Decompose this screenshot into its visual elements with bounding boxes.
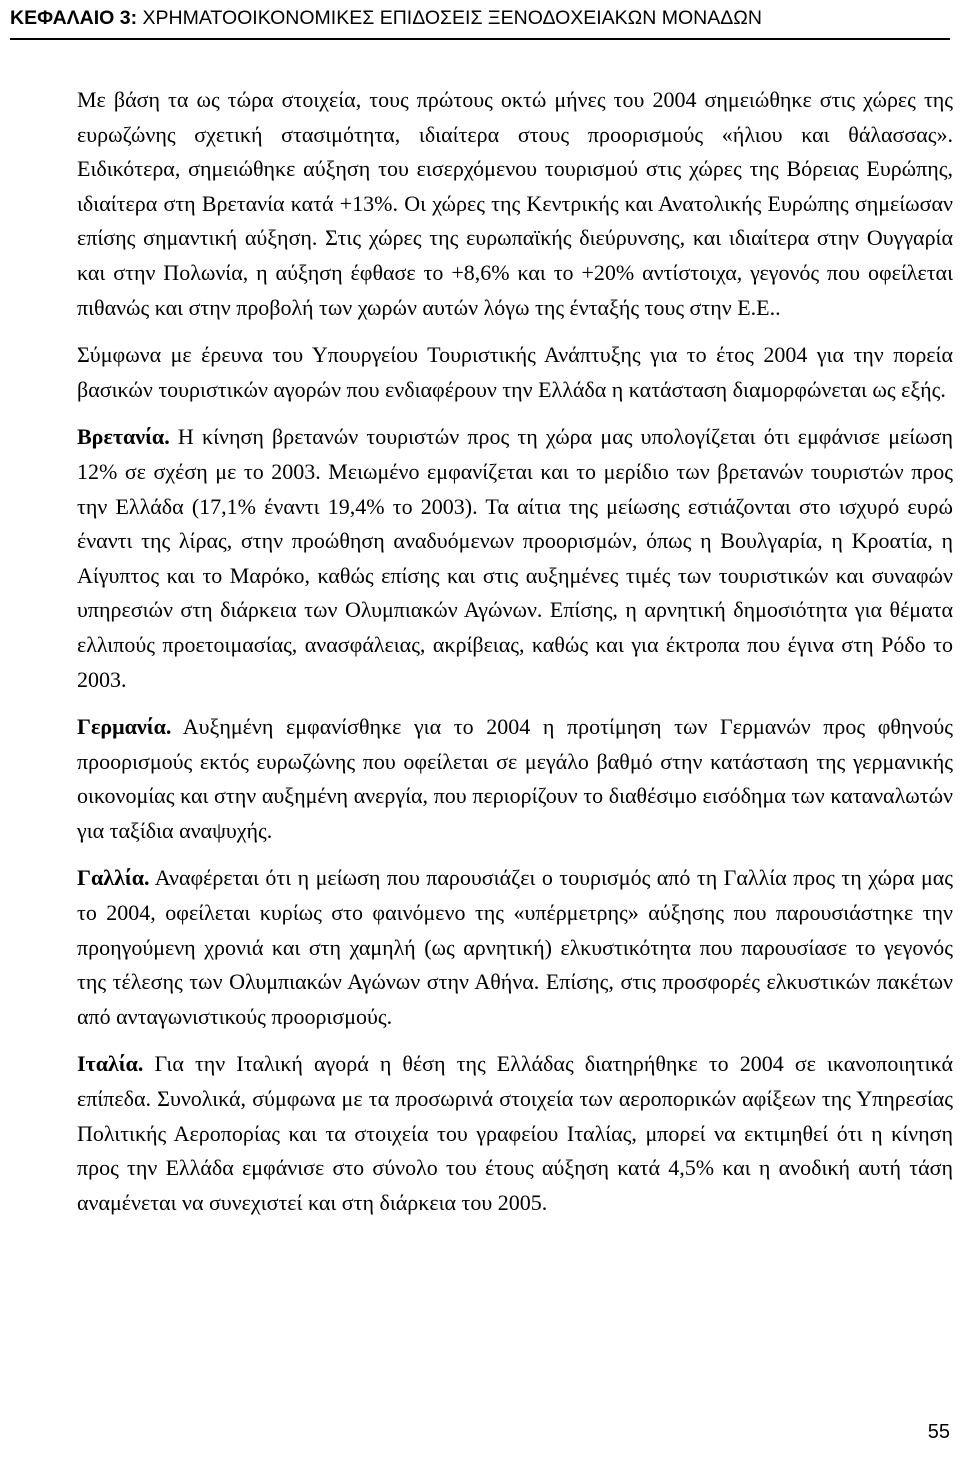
chapter-title: ΧΡΗΜΑΤΟΟΙΚΟΝΟΜΙΚΕΣ ΕΠΙΔΟΣΕΙΣ ΞΕΝΟΔΟΧΕΙΑΚΩΝ ΜΟΝΑΔΩΝ bbox=[137, 7, 762, 29]
country-heading: Γαλλία. bbox=[77, 865, 150, 891]
document-body bbox=[77, 83, 953, 1233]
paragraph-intro bbox=[77, 83, 953, 325]
chapter-number: ΚΕΦΑΛΑΙΟ 3: bbox=[10, 7, 138, 29]
header-divider bbox=[10, 38, 950, 40]
paragraph-text: Αναφέρεται ότι η μείωση που παρουσιάζει ο τουρισμός από τη Γαλλία προς τη χώρα μας το 2004, οφείλεται κυρίως στο φαινόμενο της «υπέρμετρης» αύξησης που παρουσιάστηκε την προηγούμενη χρονιά και στη χαμηλή (ως αρνητική) ελκυστικότητα που παρουσίασε το γεγονός της τέλεσης των Ολυμπιακών Αγώνων στην Αθήνα. Επίσης, στις προσφορές ελκυστικών πακέτων από ανταγωνιστικούς προορισμούς. bbox=[77, 865, 953, 1029]
page-number: 55 bbox=[927, 1421, 950, 1443]
paragraph-text: Η κίνηση βρετανών τουριστών προς τη χώρα μας υπολογίζεται ότι εμφάνισε μείωση 12% σε σχέση με το 2003. Μειωμένο εμφανίζεται και το μερίδιο των βρετανών τουριστών προς την Ελλάδα (17,1% έναντι 19,4% το 2003). Τα αίτια της μείωσης εστιάζονται στο ισχυρό ευρώ έναντι της λίρας, στην προώθηση αναδυόμενων προορισμών, όπως η Βουλγαρία, η Κροατία, η Αίγυπτος και το Μαρόκο, καθώς επίσης και στις αυξημένες τιμές των τουριστικών και συναφών υπηρεσιών στη διάρκεια των Ολυμπιακών Αγώνων. Επίσης, η αρνητική δημοσιότητα για θέματα ελλιπούς προετοιμασίας, ανασφάλειας, ακρίβειας, καθώς και για έκτροπα που έγινα στη Ρόδο το 2003. bbox=[77, 424, 953, 692]
paragraph-france bbox=[77, 861, 953, 1034]
paragraph-survey bbox=[77, 338, 953, 407]
country-heading: Βρετανία. bbox=[77, 424, 170, 450]
paragraph-text: Για την Ιταλική αγορά η θέση της Ελλάδας διατηρήθηκε το 2004 σε ικανοποιητικά επίπεδα. Συνολικά, σύμφωνα με τα προσωρινά στοιχεία των αεροπορικών αφίξεων της Υπηρεσίας Πολιτικής Αεροπορίας και τα στοιχεία του γραφείου Ιταλίας, μπορεί να εκτιμηθεί ότι η κίνηση προς την Ελλάδα εμφάνισε στο σύνολο του έτους αύξηση κατά 4,5% και η ανοδική αυτή τάση αναμένεται να συνεχιστεί και στη διάρκεια του 2005. bbox=[77, 1051, 953, 1215]
country-heading: Γερμανία. bbox=[77, 714, 172, 740]
paragraph-text: Αυξημένη εμφανίσθηκε για το 2004 η προτίμηση των Γερμανών προς φθηνούς προορισμούς εκτός ευρωζώνης που οφείλεται σε μεγάλο βαθμό στην κατάσταση της γερμανικής οικονομίας και στην αυξημένη ανεργία, που περιορίζουν το διαθέσιμο εισόδημα των καταναλωτών για ταξίδια αναψυχής. bbox=[77, 714, 953, 843]
paragraph-text: Σύμφωνα με έρευνα του Υπουργείου Τουριστικής Ανάπτυξης για το έτος 2004 για την πορεία βασικών τουριστικών αγορών που ενδιαφέρουν την Ελλάδα η κατάσταση διαμορφώνεται ως εξής. bbox=[77, 342, 953, 402]
chapter-header bbox=[10, 6, 950, 30]
paragraph-italy bbox=[77, 1047, 953, 1220]
paragraph-text: Με βάση τα ως τώρα στοιχεία, τους πρώτους οκτώ μήνες του 2004 σημειώθηκε στις χώρες της ευρωζώνης σχετική στασιμότητα, ιδιαίτερα στους προορισμούς «ήλιου και θάλασσας». Ειδικότερα, σημειώθηκε αύξηση του εισερχόμενου τουρισμού στις χώρες της Βόρειας Ευρώπης, ιδιαίτερα στη Βρετανία κατά +13%. Οι χώρες της Κεντρικής και Ανατολικής Ευρώπης σημείωσαν επίσης σημαντική αύξηση. Στις χώρες της ευρωπαϊκής διεύρυνσης, και ιδιαίτερα στην Ουγγαρία και στην Πολωνία, η αύξηση έφθασε το +8,6% και το +20% αντίστοιχα, γεγονός που οφείλεται πιθανώς και στην προβολή των χωρών αυτών λόγω της ένταξής τους στην Ε.Ε.. bbox=[77, 87, 953, 320]
paragraph-germany bbox=[77, 710, 953, 848]
paragraph-britain bbox=[77, 420, 953, 697]
country-heading: Ιταλία. bbox=[77, 1051, 144, 1077]
